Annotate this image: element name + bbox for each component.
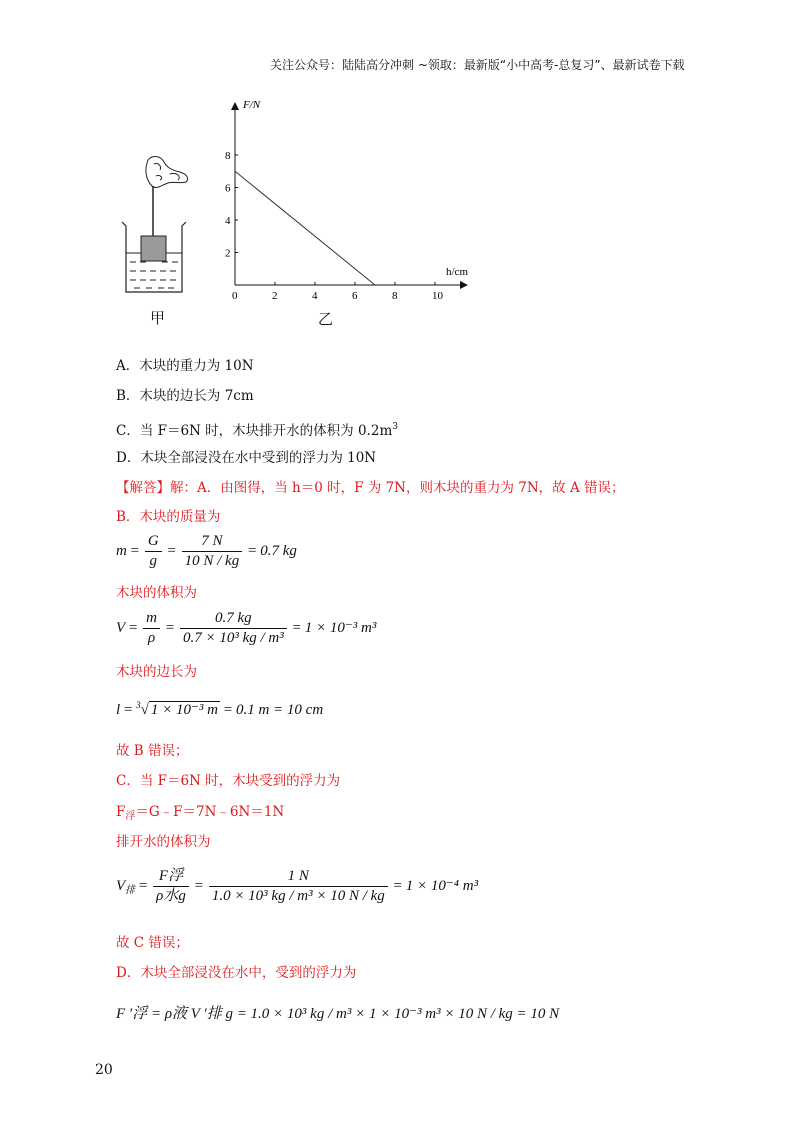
eq-l-lhs: l <box>116 702 121 718</box>
answer-line-3: 木块的体积为 <box>116 585 197 601</box>
equation-volume: V = $\frac{m}{\rho}$ = $\frac{0.7 kg}{\text{0.7 × 10³ kg / m³}}$ = 1 × 10⁻³ m³ <box>116 610 377 646</box>
option-b: B．木块的边长为 7cm <box>116 388 254 404</box>
answer-line-10: D．木块全部浸没在水中，受到的浮力为 <box>116 965 357 981</box>
page-number: 20 <box>95 1062 113 1078</box>
equation-mass: m = $\frac{G}{g}$ = $\frac{7 N}{10 N / kg}$ = 0.7 kg <box>116 533 297 569</box>
answer-line-9: 故 C 错误； <box>116 935 189 951</box>
eq-l-rhs: 0.1 m = 10 cm <box>235 702 324 718</box>
option-c-text: C．当 F＝6N 时，木块排开水的体积为 0.2m <box>116 423 393 439</box>
answer-line-7-sub: 浮 <box>125 811 136 822</box>
page-header: 关注公众号：陆陆高分冲刺 ~领取：最新版“小中高考-总复习”、最新试卷下载 <box>270 58 685 72</box>
eq-vp-lhs: V <box>116 877 126 894</box>
x-tick-label: 10 <box>432 290 443 302</box>
eq-vp-f2-num: 1 N <box>209 868 388 887</box>
figure-label-left: 甲 <box>150 309 166 327</box>
answer-line-6: C．当 F＝6N 时，木块受到的浮力为 <box>116 773 341 789</box>
eq-v-f1-den: ρ <box>147 630 156 646</box>
x-axis-arrow <box>460 281 468 289</box>
answer-line-7 <box>116 803 284 826</box>
eq-vp-f2-den: 1.0 × 10³ kg / m³ × 10 N / kg <box>211 888 385 904</box>
eq-m-f2-num: 7 N <box>182 533 243 552</box>
eq-vp-lhs-sub: 排 <box>125 884 136 896</box>
answer-line-8: 排开水的体积为 <box>116 834 211 850</box>
eq-m-rhs: 0.7 kg <box>260 542 297 559</box>
option-c <box>116 418 398 440</box>
y-tick-label: 8 <box>225 150 231 162</box>
beaker-illustration <box>110 150 205 300</box>
eq-vp-frac-1 <box>153 868 189 905</box>
eq-m-f2-den: 10 N / kg <box>184 553 240 569</box>
option-c-sup: 3 <box>392 422 398 432</box>
eq-v-frac-1 <box>143 610 160 647</box>
x-tick-label: 4 <box>312 290 318 302</box>
eq-l-radicand: 1 × 10⁻³ m <box>150 702 218 718</box>
answer-line-7-prefix: F <box>116 804 126 820</box>
option-a: A．木块的重力为 10N <box>116 358 254 374</box>
equation-full-buoyancy: F ′浮 = ρ液 V ′排 g = 1.0 × 10³ kg / m³ × 1 × 10⁻³ m³ × 10 N / kg = 10 N <box>116 1006 560 1022</box>
y-tick-label: 4 <box>225 215 231 227</box>
y-axis-label: F/N <box>243 99 261 111</box>
x-tick-label: 2 <box>272 290 278 302</box>
eq-m-frac-1 <box>145 533 162 570</box>
eq-v-rhs: 1 × 10⁻³ m³ <box>304 619 377 636</box>
answer-line-7-rest: ＝G﹣F＝7N﹣6N＝1N <box>135 804 285 820</box>
series-line <box>235 171 375 285</box>
eq-m-frac-2 <box>182 533 243 570</box>
y-tick-label: 6 <box>225 182 231 195</box>
equation-displaced-volume: $V_排$ = $\frac{\text{F浮}}{\text{ρ水g}}$ = $\frac{1 N}{\text{1.0 × 10³ kg / m³ × 10 N / kg}}$ = 1 × 10⁻⁴ m³ <box>116 868 479 904</box>
x-tick-label: 8 <box>392 290 398 302</box>
eq-m-f1-den: g <box>149 553 157 569</box>
eq-v-f2-num: 0.7 kg <box>180 610 287 629</box>
force-depth-chart <box>215 92 480 307</box>
eq-vp-frac-2 <box>209 868 388 905</box>
eq-v-f2-den: 0.7 × 10³ kg / m³ <box>182 630 284 646</box>
option-d: D．木块全部浸没在水中受到的浮力为 10N <box>116 450 377 466</box>
eq-vp-f1-num: F浮 <box>153 868 189 887</box>
y-axis-arrow <box>231 102 239 110</box>
answer-line-1: 【解答】解：A．由图得，当 h＝0 时，F 为 7N，则木块的重力为 7N，故 A 错误； <box>116 480 625 496</box>
radical-sign: √ <box>140 702 149 718</box>
eq-v-lhs: V <box>116 619 126 636</box>
figure-label-right: 乙 <box>318 310 334 328</box>
answer-line-4: 木块的边长为 <box>116 664 197 680</box>
eq-m-f1-num: G <box>145 533 162 552</box>
eq-v-frac-2 <box>180 610 287 647</box>
answer-line-5: 故 B 错误； <box>116 743 189 759</box>
eq-v-f1-num: m <box>143 610 160 629</box>
eq-vp-rhs: 1 × 10⁻⁴ m³ <box>405 877 479 894</box>
eq-m-lhs: m <box>116 542 127 559</box>
answer-line-2: B．木块的质量为 <box>116 509 221 525</box>
x-axis-label: h/cm <box>446 266 468 278</box>
eq-l-root-index: 3 <box>136 700 141 710</box>
eq-vp-f1-den: ρ水g <box>156 888 186 904</box>
equation-edge: l = $^3$√ 1 × 10⁻³ m = 0.1 m = 10 cm <box>116 700 324 718</box>
x-tick-label: 0 <box>232 290 238 302</box>
y-tick-label: 2 <box>225 247 231 260</box>
x-tick-label: 6 <box>352 290 358 302</box>
